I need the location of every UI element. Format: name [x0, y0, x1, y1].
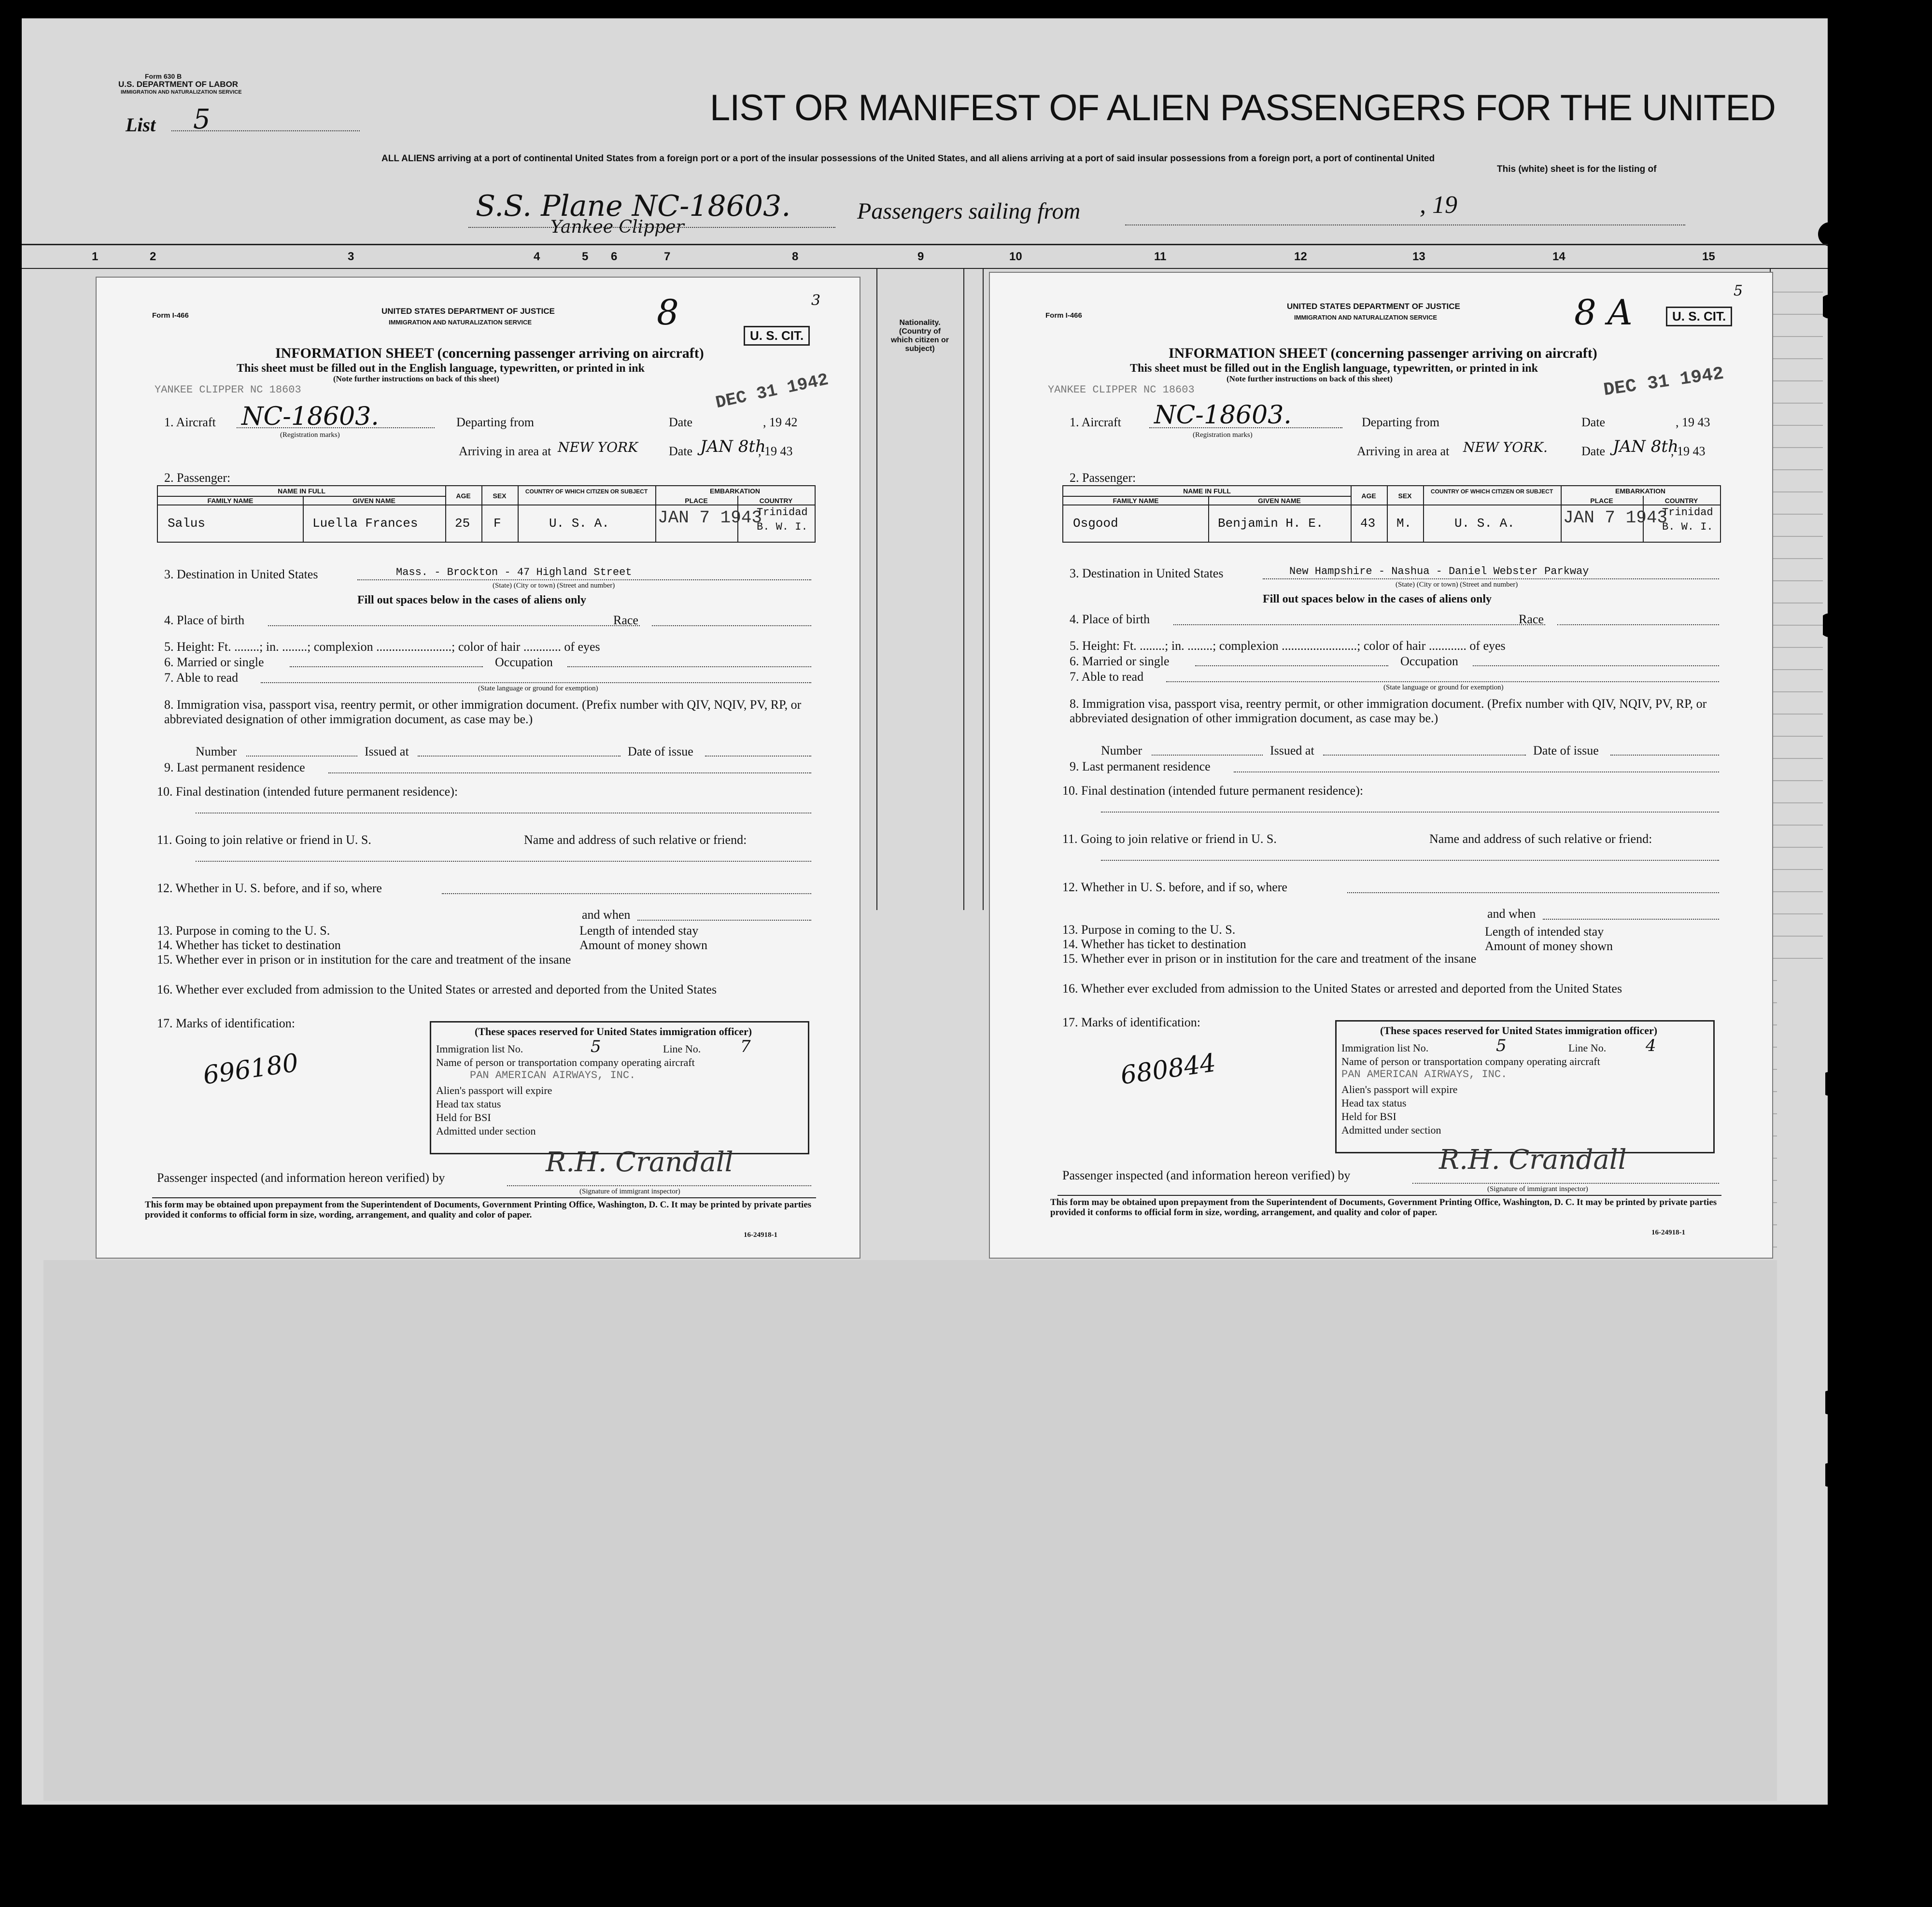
family-name-value: Osgood — [1073, 516, 1118, 531]
list-no-label: Immigration list No. — [436, 1043, 523, 1055]
typed-clipper: YANKEE CLIPPER NC 18603 — [155, 384, 301, 396]
info-sheet-1 — [97, 278, 860, 1258]
operator-value: PAN AMERICAN AIRWAYS, INC. — [470, 1069, 636, 1081]
prison-label: 15. Whether ever in prison or in institution for the care and treatment of the insane — [157, 953, 571, 967]
read-sub: (State language or ground for exemption) — [478, 685, 598, 692]
column-number: 13 — [1412, 250, 1425, 263]
aircraft-line — [1149, 427, 1342, 428]
family-name-header: FAMILY NAME — [207, 497, 254, 505]
table-col — [518, 486, 519, 542]
family-name-value: Salus — [168, 516, 206, 531]
aircraft-label: 1. Aircraft — [164, 415, 216, 429]
issue-date-label: Date of issue — [1533, 743, 1599, 757]
issue-date-line — [1610, 755, 1719, 756]
footer-rule — [152, 1197, 816, 1198]
list-line — [171, 130, 360, 131]
issued-line — [418, 756, 620, 757]
sailing-line — [1125, 224, 1685, 225]
arriving-label: Arriving in area at — [1357, 444, 1450, 458]
operator-label: Name of person or transportation company operating aircraft — [436, 1056, 695, 1068]
issue-date-label: Date of issue — [628, 744, 693, 758]
column-number: 3 — [348, 250, 354, 263]
ship-name: S.S. Plane NC-18603. — [476, 189, 791, 223]
place-header: PLACE — [685, 497, 708, 505]
age-value: 25 — [455, 516, 470, 531]
residence-label: 9. Last permanent residence — [1070, 759, 1211, 773]
departing-label: Departing from — [456, 415, 535, 429]
marks-label: 17. Marks of identification: — [157, 1016, 295, 1030]
signature-caption: (Signature of immigrant inspector) — [579, 1188, 680, 1195]
bsi-label: Held for BSI — [436, 1111, 491, 1123]
ship-subname: Yankee Clipper — [550, 217, 684, 237]
before-line — [1347, 892, 1719, 893]
and-when-label: and when — [582, 908, 631, 922]
join-line — [1101, 860, 1719, 861]
column-number: 8 — [792, 250, 799, 263]
destination-value: New Hampshire - Nashua - Daniel Webster Parkway — [1289, 565, 1589, 577]
list-no-value: 5 — [1496, 1036, 1507, 1055]
column-number: 1 — [92, 250, 99, 263]
instruction-1: This sheet must be filled out in the English language, typewritten, or printed in ink — [1130, 362, 1538, 375]
arrive-date: JAN 8th — [700, 437, 766, 456]
given-name-value: Benjamin H. E. — [1218, 516, 1324, 531]
officer-box-title: (These spaces reserved for United States immigration officer) — [1380, 1024, 1658, 1037]
sheet-number: 8 — [657, 292, 679, 333]
aircraft-label: 1. Aircraft — [1070, 415, 1121, 429]
officer-box — [1335, 1020, 1715, 1153]
given-name-value: Luella Frances — [312, 516, 418, 531]
read-label: 7. Able to read — [164, 671, 239, 685]
service-label: IMMIGRATION AND NATURALIZATION SERVICE — [1294, 314, 1438, 321]
instruction-1: This sheet must be filled out in the English language, typewritten, or printed in ink — [237, 362, 645, 375]
given-name-header: GIVEN NAME — [1258, 497, 1301, 505]
aliens-only: Fill out spaces below in the cases of aliens only — [357, 594, 587, 606]
aircraft-line — [237, 427, 435, 428]
number-label: Number — [1101, 743, 1142, 757]
embarkation-header: EMBARKATION — [710, 487, 760, 495]
column-number: 12 — [1294, 250, 1307, 263]
destination-label: 3. Destination in United States — [1070, 566, 1224, 580]
final-dest-label: 10. Final destination (intended future permanent residence): — [157, 785, 458, 799]
date-label-2: Date — [669, 444, 693, 458]
money-label: Amount of money shown — [579, 938, 708, 952]
birth-line — [1173, 624, 1545, 625]
footer-code: 16-24918-1 — [1651, 1229, 1685, 1236]
married-label: 6. Married or single — [164, 655, 264, 669]
form-label: Form I-466 — [152, 311, 189, 320]
passenger-label: 2. Passenger: — [164, 471, 231, 485]
embarkation-header: EMBARKATION — [1615, 487, 1665, 495]
typed-clipper: YANKEE CLIPPER NC 18603 — [1048, 384, 1195, 396]
nationality-header: Nationality. (Country of which citizen or subject) — [890, 319, 949, 353]
date-label: Date — [1581, 415, 1606, 429]
passenger-label: 2. Passenger: — [1070, 471, 1136, 485]
date-stamp: DEC 31 1942 — [714, 369, 831, 413]
birth-label: 4. Place of birth — [164, 613, 245, 627]
join-name-label: Name and address of such relative or friend: — [1429, 832, 1652, 846]
and-when-line — [637, 920, 811, 921]
form-number: Form 630 B — [145, 72, 182, 80]
column-number: 14 — [1552, 250, 1565, 263]
occupation-label: Occupation — [495, 655, 553, 669]
handwritten-id: 680844 — [1118, 1048, 1218, 1091]
ship-line — [468, 227, 835, 228]
handwritten-id: 696180 — [201, 1048, 300, 1091]
destination-sub: (State) (City or town) (Street and number) — [1396, 581, 1518, 589]
destination-line — [357, 579, 811, 580]
country-header: COUNTRY OF WHICH CITIZEN OR SUBJECT — [1430, 488, 1553, 495]
final-dest-line — [1101, 812, 1719, 813]
list-no-label: Immigration list No. — [1341, 1042, 1429, 1054]
destination-line — [1263, 578, 1719, 579]
header-rule-2 — [22, 268, 1828, 269]
manifest-subtitle-2: This (white) sheet is for the listing of — [1497, 164, 1657, 174]
occupation-line — [567, 666, 811, 667]
column-number: 2 — [150, 250, 156, 263]
operator-value: PAN AMERICAN AIRWAYS, INC. — [1341, 1068, 1508, 1080]
footer-code: 16-24918-1 — [744, 1231, 777, 1239]
service-label: IMMIGRATION AND NATURALIZATION SERVICE — [389, 319, 532, 326]
embark-country-value: B. W. I. — [757, 521, 808, 533]
sex-header: SEX — [493, 492, 507, 500]
headtax-label: Head tax status — [436, 1098, 501, 1110]
headtax-label: Head tax status — [1341, 1097, 1407, 1109]
column-rule — [983, 268, 984, 910]
inspected-label: Passenger inspected (and information hereon verified) by — [1062, 1168, 1351, 1182]
year-2: , 19 43 — [758, 444, 793, 458]
visa-label: 8. Immigration visa, passport visa, reentry permit, or other immigration document. (Prefix number with QIV, NQIV, PV, RP, or abbreviated designation of other immigration document, as case may be.) — [164, 698, 802, 726]
country-header: COUNTRY OF WHICH CITIZEN OR SUBJECT — [525, 488, 648, 495]
birth-label: 4. Place of birth — [1070, 612, 1150, 626]
citizen-value: U. S. A. — [1454, 516, 1515, 531]
footer-text: This form may be obtained upon prepayment from the Superintendent of Documents, Government Printing Office, Washington, D. C. It may be printed by private parties provided it conforms to official form in size, wording, arrangement, and quality and color of paper. — [145, 1200, 812, 1220]
manifest-subtitle: ALL ALIENS arriving at a port of continental United States from a foreign port or a port of the insular possessions of the United States, and all aliens arriving at a port of said insular possessions from a foreign port, a port of continental United — [381, 154, 1435, 164]
sailing-label: Passengers sailing from — [857, 198, 1081, 224]
dept-label: UNITED STATES DEPARTMENT OF JUSTICE — [381, 307, 555, 316]
operator-label: Name of person or transportation company operating aircraft — [1341, 1055, 1600, 1067]
column-number: 5 — [582, 250, 589, 263]
manifest-title: LIST OR MANIFEST OF ALIEN PASSENGERS FOR THE UNITED — [710, 87, 1776, 128]
stay-label: Length of intended stay — [1485, 925, 1604, 939]
admitted-label: Admitted under section — [436, 1125, 536, 1137]
bsi-label: Held for BSI — [1341, 1110, 1396, 1122]
date-stamp: DEC 31 1942 — [1602, 363, 1725, 401]
punch-hole — [1818, 222, 1842, 246]
join-name-label: Name and address of such relative or friend: — [524, 833, 747, 847]
line-no-value: 7 — [740, 1037, 751, 1056]
year-1: , 19 43 — [1676, 415, 1710, 429]
embark-date-value: JAN 7 1943 — [1563, 508, 1668, 528]
signature-line — [507, 1185, 811, 1186]
embark-place-value: Trinidad — [757, 506, 808, 519]
height-label: 5. Height: Ft. ........; in. ........; complexion ........................; color of hair ............ of eyes — [164, 640, 600, 654]
lower-paper — [43, 1260, 1777, 1801]
service-label: IMMIGRATION AND NATURALIZATION SERVICE — [121, 89, 242, 95]
department-label: U.S. DEPARTMENT OF LABOR — [118, 80, 239, 89]
departing-label: Departing from — [1362, 415, 1440, 429]
info-sheet-2 — [990, 273, 1772, 1258]
number-label: Number — [196, 744, 237, 758]
admitted-label: Admitted under section — [1341, 1124, 1441, 1136]
table-col — [1423, 486, 1424, 542]
issued-label: Issued at — [365, 744, 409, 758]
visa-label: 8. Immigration visa, passport visa, reentry permit, or other immigration document. (Prefix number with QIV, NQIV, PV, RP, or abbreviated designation of other immigration document, as case may be.) — [1070, 697, 1707, 725]
right-paper-strip — [1777, 966, 1825, 1680]
number-line — [246, 756, 357, 757]
aircraft-value: NC-18603. — [241, 402, 379, 431]
residence-line — [328, 772, 811, 773]
list-value: 5 — [193, 104, 211, 135]
column-number: 6 — [611, 250, 618, 263]
join-line — [196, 861, 811, 862]
occupation-label: Occupation — [1400, 654, 1458, 668]
citizen-stamp: U. S. CIT. — [1666, 307, 1732, 326]
column-number: 7 — [664, 250, 671, 263]
married-line — [1195, 665, 1388, 666]
officer-box-title: (These spaces reserved for United States immigration officer) — [475, 1025, 752, 1038]
inspector-signature: R.H. Crandall — [546, 1147, 733, 1178]
given-name-header: GIVEN NAME — [353, 497, 395, 505]
inspected-label: Passenger inspected (and information hereon verified) by — [157, 1171, 445, 1185]
before-line — [442, 893, 811, 894]
destination-sub: (State) (City or town) (Street and number) — [493, 582, 615, 589]
column-rule — [963, 268, 964, 910]
signature-caption: (Signature of immigrant inspector) — [1487, 1185, 1588, 1193]
embark-date-value: JAN 7 1943 — [658, 508, 762, 528]
arrive-date: JAN 8th — [1613, 437, 1678, 456]
married-line — [290, 666, 483, 667]
race-label: Race — [1519, 612, 1544, 626]
column-number: 10 — [1009, 250, 1022, 263]
before-label: 12. Whether in U. S. before, and if so, where — [157, 881, 382, 895]
and-when-label: and when — [1487, 907, 1536, 921]
place-header: PLACE — [1590, 497, 1613, 505]
read-sub: (State language or ground for exemption) — [1383, 684, 1504, 691]
passport-label: Alien's passport will expire — [436, 1084, 552, 1096]
sex-value: F — [494, 516, 501, 531]
read-line — [1166, 681, 1719, 682]
year-label: , 19 — [1420, 191, 1457, 219]
instruction-2: (Note further instructions on back of this sheet) — [333, 374, 499, 383]
corner-number: 5 — [1734, 282, 1743, 299]
occupation-line — [1473, 665, 1719, 666]
destination-value: Mass. - Brockton - 47 Highland Street — [396, 566, 632, 578]
money-label: Amount of money shown — [1485, 939, 1613, 953]
year-1: , 19 42 — [763, 415, 798, 429]
column-number: 9 — [917, 250, 924, 263]
stay-label: Length of intended stay — [579, 924, 699, 938]
footer-rule — [1058, 1195, 1721, 1196]
married-label: 6. Married or single — [1070, 654, 1170, 668]
race-label: Race — [613, 613, 638, 627]
date-label-2: Date — [1581, 444, 1606, 458]
line-no-label: Line No. — [663, 1043, 701, 1055]
destination-label: 3. Destination in United States — [164, 567, 318, 581]
ticket-label: 14. Whether has ticket to destination — [1062, 937, 1246, 951]
corner-number: 3 — [811, 292, 821, 309]
footer-text: This form may be obtained upon prepayment from the Superintendent of Documents, Government Printing Office, Washington, D. C. It may be printed by private parties provided it conforms to official form in size, wording, arrangement, and quality and color of paper. — [1050, 1197, 1717, 1218]
sheet-title: INFORMATION SHEET (concerning passenger arriving on aircraft) — [1169, 345, 1597, 361]
line-no-value: 4 — [1646, 1036, 1656, 1055]
birth-line — [268, 625, 640, 626]
reg-marks: (Registration marks) — [1193, 431, 1253, 439]
excluded-label: 16. Whether ever excluded from admission to the United States or arrested and deported from the United States — [1062, 982, 1622, 996]
height-label: 5. Height: Ft. ........; in. ........; complexion ........................; color of hair ............ of eyes — [1070, 639, 1506, 653]
column-number: 15 — [1702, 250, 1715, 263]
age-value: 43 — [1360, 516, 1376, 531]
sex-value: M. — [1396, 516, 1412, 531]
column-number: 4 — [534, 250, 540, 263]
issue-date-line — [705, 756, 811, 757]
form-label: Form I-466 — [1045, 311, 1082, 320]
read-label: 7. Able to read — [1070, 670, 1144, 684]
name-in-full: NAME IN FULL — [1183, 487, 1231, 495]
and-when-line — [1543, 919, 1719, 920]
race-line — [1557, 624, 1719, 625]
name-table — [157, 485, 816, 543]
race-line — [652, 625, 811, 626]
citizen-value: U. S. A. — [549, 516, 609, 531]
arriving-port: NEW YORK. — [1463, 439, 1548, 455]
line-no-label: Line No. — [1568, 1042, 1607, 1054]
ticket-label: 14. Whether has ticket to destination — [157, 938, 341, 952]
inspector-signature: R.H. Crandall — [1439, 1144, 1627, 1176]
reg-marks: (Registration marks) — [280, 431, 340, 439]
officer-box — [430, 1021, 809, 1154]
join-label: 11. Going to join relative or friend in U. S. — [1062, 832, 1277, 846]
age-header: AGE — [1361, 492, 1376, 500]
residence-label: 9. Last permanent residence — [164, 760, 305, 774]
sheet-title: INFORMATION SHEET (concerning passenger arriving on aircraft) — [275, 345, 704, 361]
name-in-full: NAME IN FULL — [278, 487, 325, 495]
number-line — [1152, 755, 1263, 756]
purpose-label: 13. Purpose in coming to the U. S. — [1062, 923, 1236, 937]
aircraft-value: NC-18603. — [1154, 401, 1292, 430]
aliens-only: Fill out spaces below in the cases of aliens only — [1263, 593, 1492, 605]
issued-line — [1323, 755, 1526, 756]
dept-label: UNITED STATES DEPARTMENT OF JUSTICE — [1287, 302, 1460, 311]
family-name-header: FAMILY NAME — [1113, 497, 1159, 505]
header-rule — [22, 244, 1828, 245]
marks-label: 17. Marks of identification: — [1062, 1015, 1200, 1029]
prison-label: 15. Whether ever in prison or in institution for the care and treatment of the insane — [1062, 952, 1477, 966]
excluded-label: 16. Whether ever excluded from admission to the United States or arrested and deported from the United States — [157, 982, 717, 996]
arriving-port: NEW YORK — [558, 439, 638, 455]
country2-header: COUNTRY — [759, 497, 793, 505]
before-label: 12. Whether in U. S. before, and if so, where — [1062, 880, 1287, 894]
column-rule — [876, 268, 877, 910]
name-table — [1062, 485, 1721, 543]
issued-label: Issued at — [1270, 743, 1314, 757]
passport-label: Alien's passport will expire — [1341, 1083, 1458, 1095]
embark-place-value: Trinidad — [1662, 506, 1713, 519]
sheet-number: 8 A — [1574, 292, 1633, 333]
residence-line — [1234, 771, 1719, 772]
list-no-value: 5 — [591, 1037, 601, 1056]
embark-country-value: B. W. I. — [1662, 521, 1713, 533]
instruction-2: (Note further instructions on back of this sheet) — [1227, 374, 1393, 383]
date-label: Date — [669, 415, 693, 429]
column-number: 11 — [1154, 250, 1167, 263]
country2-header: COUNTRY — [1664, 497, 1698, 505]
year-2: , 19 43 — [1671, 444, 1706, 458]
age-header: AGE — [456, 492, 471, 500]
arriving-label: Arriving in area at — [459, 444, 551, 458]
final-dest-label: 10. Final destination (intended future permanent residence): — [1062, 784, 1364, 798]
read-line — [261, 682, 811, 683]
citizen-stamp: U. S. CIT. — [744, 326, 810, 346]
signature-line — [1412, 1183, 1719, 1184]
join-label: 11. Going to join relative or friend in U. S. — [157, 833, 371, 847]
sex-header: SEX — [1398, 492, 1412, 500]
list-label: List — [126, 114, 156, 136]
purpose-label: 13. Purpose in coming to the U. S. — [157, 924, 330, 938]
